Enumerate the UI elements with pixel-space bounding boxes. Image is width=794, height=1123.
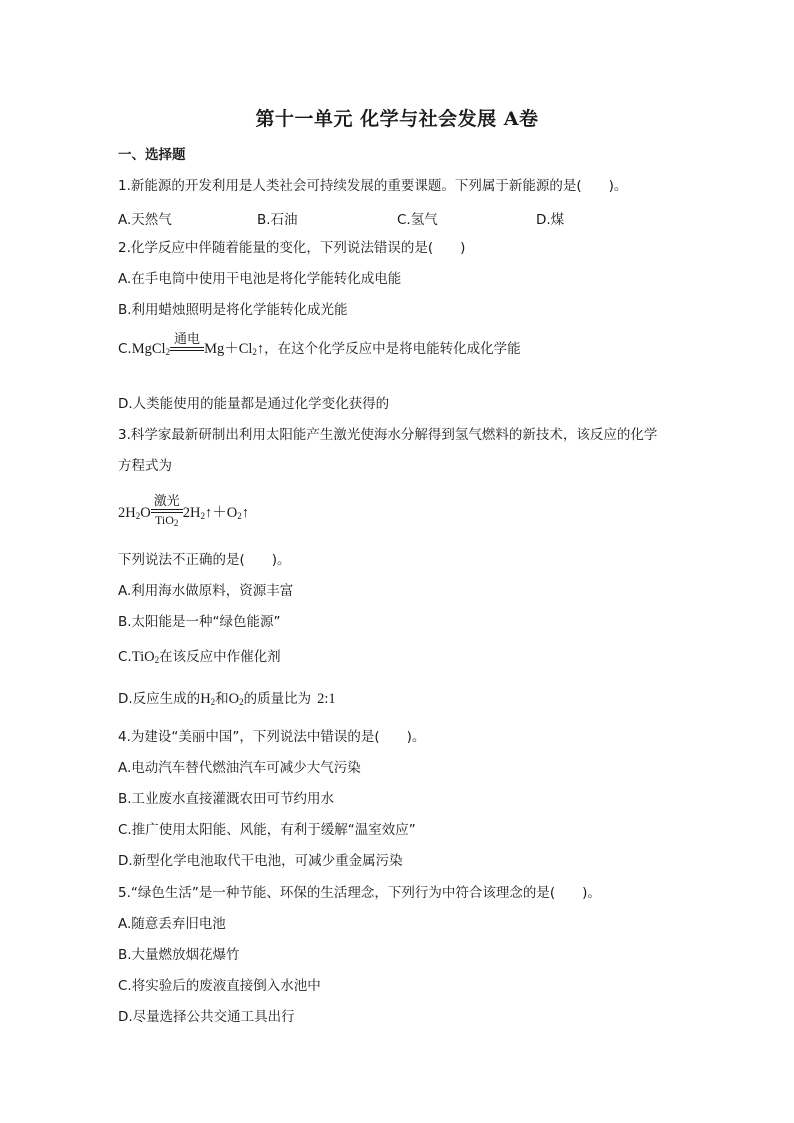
question-3-equation: $2H_2O$ 激光 TiO$_2$ $2H_2↑+O_2↑$	[118, 494, 249, 531]
option-c-label: C.	[118, 341, 132, 357]
question-3-option-b: B.太阳能是一种“绿色能源”	[118, 614, 281, 630]
question-2-stem: 2.化学反应中伴随着能量的变化，下列说法错误的是( )	[118, 240, 466, 256]
question-5-option-d: D.尽量选择公共交通工具出行	[118, 1009, 295, 1025]
question-2-option-a: A.在手电筒中使用干电池是将化学能转化成电能	[118, 271, 402, 287]
question-1-option-d: D.煤	[536, 212, 565, 228]
question-1-option-b: B.石油	[257, 212, 298, 228]
question-2-option-c: C.MgCl$_2$ 通电 $Mg+Cl_2↑$，在这个化学反应中是将电能转化成化学能	[118, 332, 521, 366]
question-3-option-d: D.反应生成的$H_2$和$O_2$的质量比为 2:1	[118, 691, 336, 707]
reactant-formula: MgCl	[131, 341, 166, 357]
reaction-condition: 通电	[170, 332, 204, 366]
question-2-option-b: B.利用蜡烛照明是将化学能转化成光能	[118, 302, 348, 318]
question-4-option-d: D.新型化学电池取代干电池，可减少重金属污染	[118, 853, 403, 869]
question-2-option-d: D.人类能使用的能量都是通过化学变化获得的	[118, 396, 390, 412]
question-5-option-a: A.随意丢弃旧电池	[118, 916, 226, 932]
question-1-option-c: C.氢气	[397, 212, 438, 228]
question-4-stem: 4.为建设“美丽中国”，下列说法中错误的是( )。	[118, 729, 426, 745]
question-3-option-a: A.利用海水做原料，资源丰富	[118, 583, 294, 599]
question-5-stem: 5.“绿色生活”是一种节能、环保的生活理念，下列行为中符合该理念的是( )。	[118, 885, 601, 901]
page-title: 第十一单元 化学与社会发展 A卷	[255, 108, 539, 130]
question-1-stem: 1.新能源的开发利用是人类社会可持续发展的重要课题。下列属于新能源的是( )。	[118, 178, 628, 194]
question-3-stem-1: 3.科学家最新研制出利用太阳能产生激光使海水分解得到氢气燃料的新技术，该反应的化学	[118, 427, 658, 443]
question-5-option-c: C.将实验后的废液直接倒入水池中	[118, 978, 321, 994]
equation-condition: 激光 TiO$_2$	[151, 494, 183, 531]
question-3-stem-3: 下列说法不正确的是( )。	[118, 552, 291, 568]
question-4-option-a: A.电动汽车替代燃油汽车可减少大气污染	[118, 760, 361, 776]
question-4-option-b: B.工业废水直接灌溉农田可节约用水	[118, 791, 335, 807]
question-1-option-a: A.天然气	[118, 212, 172, 228]
question-5-option-b: B.大量燃放烟花爆竹	[118, 947, 240, 963]
question-4-option-c: C.推广使用太阳能、风能，有利于缓解“温室效应”	[118, 822, 416, 838]
question-3-stem-2: 方程式为	[118, 458, 172, 474]
section-heading: 一、选择题	[118, 147, 186, 163]
option-c-text: ，在这个化学反应中是将电能转化成化学能	[264, 341, 521, 357]
product-formula: Mg＋Cl	[204, 341, 253, 357]
question-3-option-c: C.TiO$_2$在该反应中作催化剂	[118, 649, 281, 665]
